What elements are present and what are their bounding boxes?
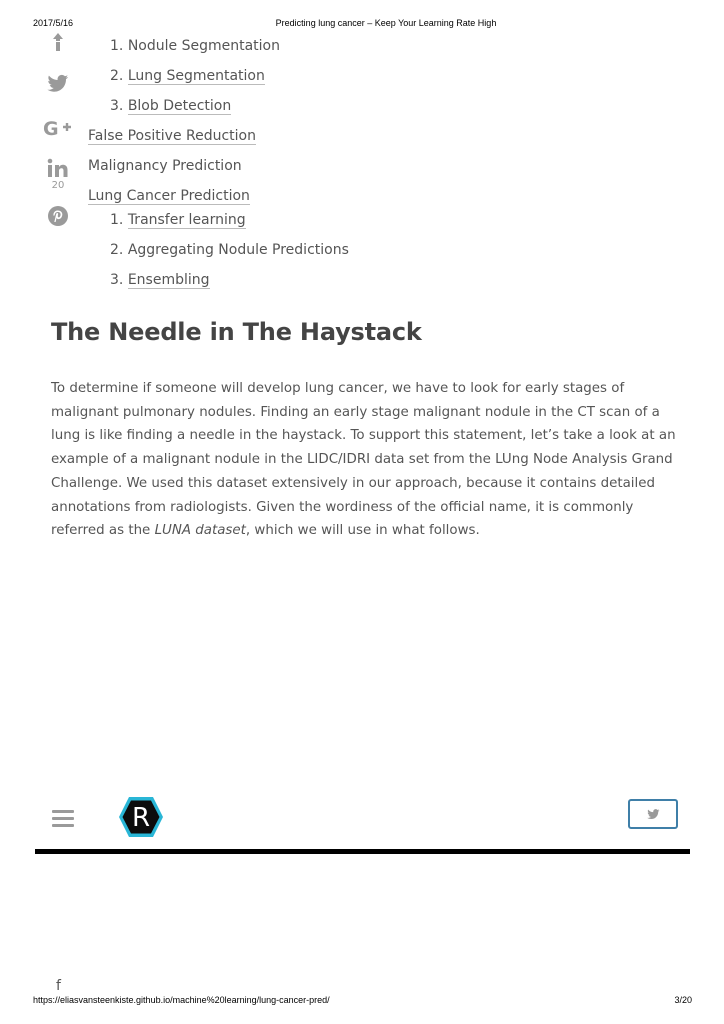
toc-item bbox=[110, 270, 210, 290]
print-page-number: 3/20 bbox=[674, 995, 692, 1005]
twitter-follow-button[interactable] bbox=[628, 799, 678, 829]
print-date: 2017/5/16 bbox=[33, 18, 74, 28]
toc-link-false-positive-reduction[interactable]: False Positive Reduction bbox=[88, 128, 256, 144]
paragraph-text-end: , which we will use in what follows. bbox=[245, 523, 480, 539]
header-divider bbox=[35, 849, 690, 854]
body-paragraph bbox=[51, 377, 681, 543]
section-heading: The Needle in The Haystack bbox=[51, 318, 422, 346]
toc-item bbox=[110, 96, 231, 116]
site-logo[interactable] bbox=[117, 795, 165, 843]
toc-label: Aggregating Nodule Predictions bbox=[127, 242, 349, 258]
menu-icon[interactable] bbox=[52, 810, 74, 831]
print-title: Predicting lung cancer – Keep Your Learning Rate High bbox=[275, 18, 497, 28]
twitter-icon[interactable] bbox=[42, 74, 74, 98]
print-header bbox=[0, 18, 724, 30]
toc-number: 3. bbox=[110, 98, 124, 114]
toc-item bbox=[110, 240, 349, 260]
site-header bbox=[35, 790, 690, 856]
print-url: https://eliasvansteenkiste.github.io/machine%20learning/lung-cancer-pred/ bbox=[33, 995, 330, 1005]
toc-item bbox=[110, 36, 280, 56]
toc-item bbox=[88, 186, 250, 206]
share-icon[interactable] bbox=[42, 32, 74, 56]
facebook-icon-fragment: f bbox=[56, 978, 61, 994]
toc-link-blob-detection[interactable]: Blob Detection bbox=[127, 98, 232, 114]
toc-item bbox=[110, 66, 265, 86]
logo-letter: R bbox=[131, 803, 151, 833]
toc-label: Malignancy Prediction bbox=[88, 158, 242, 174]
toc-label: Nodule Segmentation bbox=[127, 38, 280, 54]
linkedin-share-count: 20 bbox=[51, 180, 65, 191]
toc-item bbox=[88, 156, 242, 176]
toc-number: 1. bbox=[110, 38, 124, 54]
toc-item bbox=[110, 210, 246, 230]
twitter-icon bbox=[647, 809, 660, 820]
toc-number: 3. bbox=[110, 272, 124, 288]
toc-link-lung-segmentation[interactable]: Lung Segmentation bbox=[127, 68, 265, 84]
toc-number: 2. bbox=[110, 68, 124, 84]
toc-number: 2. bbox=[110, 242, 124, 258]
toc-item bbox=[88, 126, 256, 146]
toc-link-lung-cancer-prediction[interactable]: Lung Cancer Prediction bbox=[88, 188, 250, 204]
print-footer bbox=[0, 995, 724, 1007]
paragraph-emphasis: LUNA dataset bbox=[154, 523, 246, 539]
linkedin-icon bbox=[47, 158, 69, 178]
google-plus-icon[interactable] bbox=[42, 118, 74, 142]
toc-number: 1. bbox=[110, 212, 124, 228]
pinterest-icon[interactable] bbox=[42, 205, 74, 231]
toc-link-transfer-learning[interactable]: Transfer learning bbox=[127, 212, 246, 228]
toc-link-ensembling[interactable]: Ensembling bbox=[127, 272, 210, 288]
paragraph-text: To determine if someone will develop lung cancer, we have to look for early stages of malignant pulmonary nodules. Finding an early stage malignant nodule in the CT scan of a lung is like finding a needle in the haystack. To support this statement, let’s take a look at an example of a malignant nodule in the LIDC/IDRI data set from the LUng Node Analysis Grand Challenge. We used this dataset extensively in our approach, because it contains detailed annotations from radiologists. Given the wordiness of the official name, it is commonly referred as the bbox=[51, 381, 676, 539]
linkedin-share[interactable] bbox=[42, 158, 74, 191]
svg-text:G: G bbox=[43, 118, 59, 138]
